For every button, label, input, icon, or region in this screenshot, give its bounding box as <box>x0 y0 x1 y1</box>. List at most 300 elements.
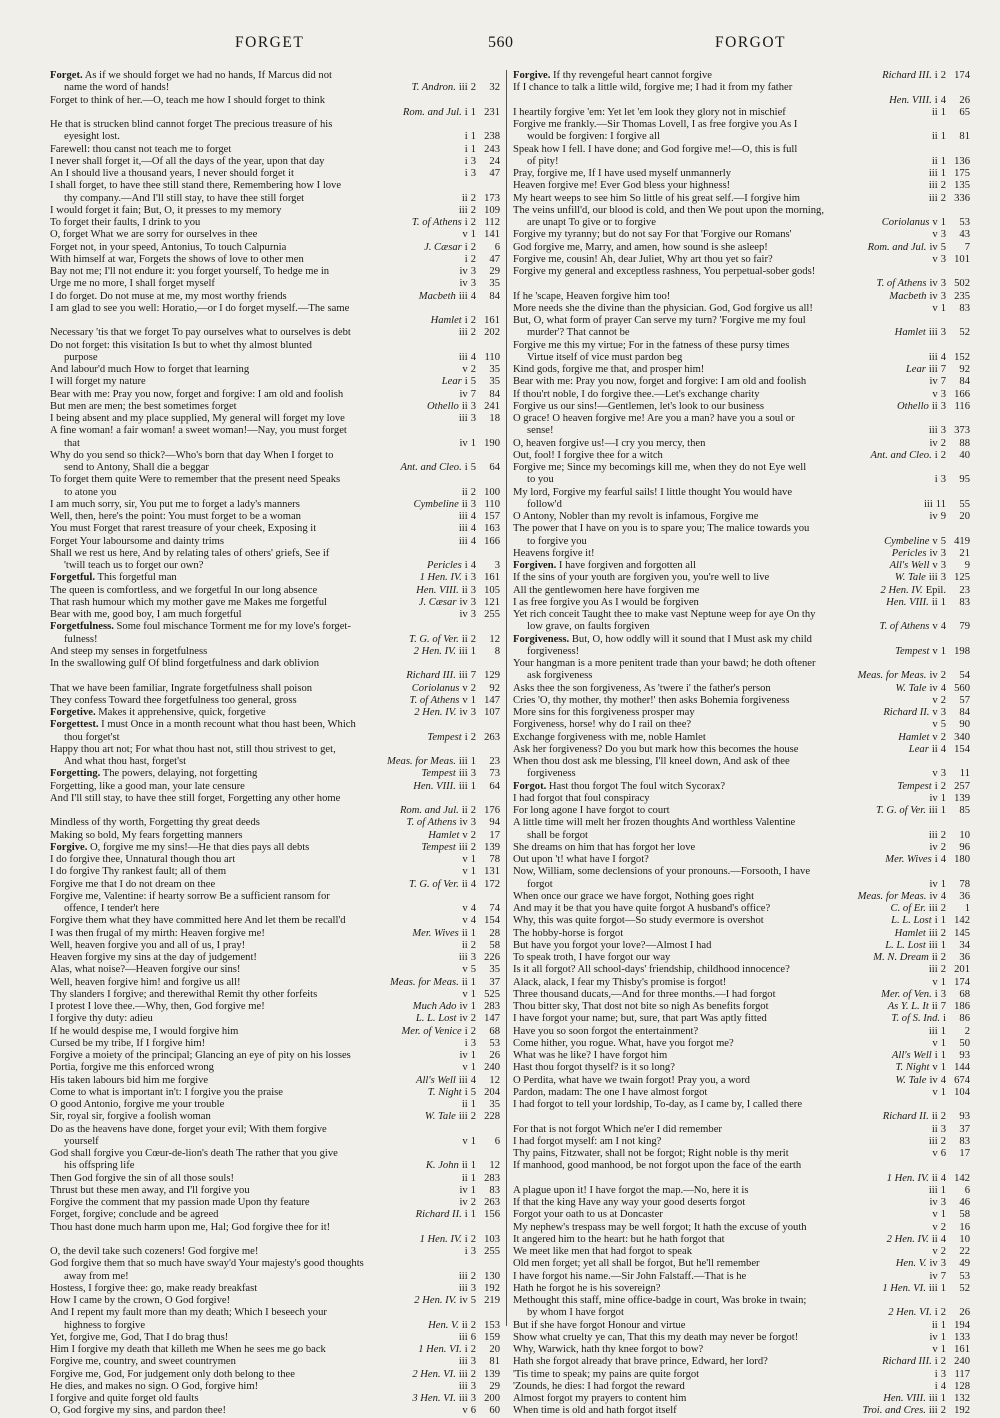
quotation: Shall we rest us here, And by relating tales of others' griefs, See if <box>50 547 330 559</box>
act-number: iii <box>928 1282 938 1294</box>
play-citation: W. Tale <box>895 682 927 694</box>
quotation-text <box>513 744 905 756</box>
quotation: Well, heaven forgive him! and forgive us all! <box>50 976 241 988</box>
scene-number: 1 <box>940 1209 946 1221</box>
act-number: iii <box>458 1282 468 1294</box>
line-number: 32 <box>489 82 500 94</box>
concordance-line <box>50 95 500 107</box>
concordance-line <box>50 793 500 805</box>
act-number: ii <box>931 1172 938 1184</box>
quotation: Thrust but these men away, and I'll forgive you <box>50 1184 250 1196</box>
concordance-line <box>50 340 500 352</box>
quotation: That we have been familiar, Ingrate forgetfulness shall poison <box>50 682 313 694</box>
concordance-line <box>513 144 970 156</box>
quotation-text <box>513 413 970 425</box>
concordance-line <box>50 1381 500 1393</box>
act-number: iii <box>458 82 468 94</box>
scene-number: 2 <box>470 82 476 94</box>
quotation: Forgive me, country, and sweet countrymen <box>50 1356 236 1368</box>
quotation-text <box>513 1062 891 1074</box>
scene-number: 5 <box>470 376 476 388</box>
scene-number: 3 <box>470 572 476 584</box>
act-number: iii <box>458 351 468 363</box>
quotation: When thou dost ask me blessing, I'll kneel down, And ask of thee <box>513 756 790 767</box>
line-number: 241 <box>484 400 500 412</box>
play-citation: Richard II. <box>415 1209 462 1221</box>
play-citation: 2 Hen. IV. <box>414 707 457 718</box>
quotation-text <box>50 1332 456 1344</box>
concordance-line <box>50 450 500 462</box>
act-number: iii <box>458 204 468 216</box>
quotation: ask forgiveness <box>527 670 593 682</box>
quotation: O, the devil take such cozeners! God forgive me! <box>50 1246 259 1257</box>
scene-number: 1 <box>470 976 476 988</box>
scene-number: 1 <box>470 437 476 449</box>
concordance-line <box>50 1209 500 1221</box>
play-citation: Tempest <box>421 768 456 780</box>
act-number: i <box>943 1013 946 1025</box>
concordance-line <box>513 413 970 425</box>
act-number: iii <box>458 1111 468 1123</box>
quotation-text <box>513 854 881 866</box>
line-number: 90 <box>959 719 970 731</box>
concordance-line <box>513 707 970 719</box>
act-number: ii <box>461 498 468 510</box>
quotation: Forgive the comment that my passion made Upon thy feature <box>50 1197 310 1208</box>
scene-number: 5 <box>470 1295 476 1306</box>
play-citation: T. Night <box>427 1086 462 1098</box>
line-number: 10 <box>959 829 970 841</box>
quotation-text <box>513 842 926 854</box>
quotation: How I came by the crown, O God forgive! <box>50 1295 231 1306</box>
quotation: She dreams on him that has forgot her love <box>513 841 696 853</box>
concordance-line <box>513 119 970 131</box>
scene-number: 7 <box>940 1270 946 1282</box>
scene-number: 2 <box>940 437 946 449</box>
quotation: Show what cruelty ye can, That this my death may never be forgot! <box>513 1331 799 1343</box>
act-number: iii <box>458 523 468 535</box>
act-number: v <box>932 645 938 657</box>
quotation-text <box>50 1124 500 1136</box>
concordance-line <box>513 1026 970 1038</box>
scene-number: 3 <box>470 1393 476 1404</box>
concordance-line <box>513 107 970 119</box>
concordance-line <box>513 830 970 842</box>
line-number: 121 <box>484 596 500 608</box>
scene-number: 7 <box>470 670 476 682</box>
concordance-line <box>50 1038 500 1050</box>
quotation-text <box>513 1148 929 1160</box>
line-number: 35 <box>489 364 500 375</box>
quotation: Well, heaven forgive you and all of us, I pray! <box>50 939 246 951</box>
quotation-text <box>50 585 412 597</box>
concordance-line <box>513 1124 970 1136</box>
act-number: ii <box>461 486 468 498</box>
concordance-line <box>513 1258 970 1270</box>
quotation-text <box>50 352 456 364</box>
scene-number: 5 <box>940 241 946 253</box>
concordance-line <box>50 180 500 192</box>
quotation: More needs she the divine than the physician. God, God forgive us all! <box>513 302 813 314</box>
play-citation: Richard III. <box>882 70 932 81</box>
quotation: send to Antony, Shall die a beggar <box>64 462 209 473</box>
play-citation: Hamlet <box>428 829 460 841</box>
act-number: iv <box>459 388 468 400</box>
concordance-line <box>513 1356 970 1368</box>
scene-number: 1 <box>470 694 476 706</box>
concordance-line <box>50 1258 500 1270</box>
line-number: 79 <box>959 621 970 633</box>
quotation-text <box>513 474 932 486</box>
scene-number: 3 <box>470 266 476 277</box>
scene-number: 1 <box>470 1209 476 1221</box>
quotation: To forget their faults, I drink to you <box>50 217 201 228</box>
quotation-text <box>50 70 500 82</box>
act-number: v <box>932 1148 938 1159</box>
line-number: 154 <box>954 743 970 755</box>
quotation-text <box>513 168 926 180</box>
concordance-line <box>513 1234 970 1246</box>
scene-number: 1 <box>940 805 946 816</box>
scene-number: 3 <box>470 155 476 167</box>
concordance-line <box>513 536 970 548</box>
scene-number: 2 <box>940 841 946 853</box>
concordance-line <box>513 952 970 964</box>
quotation: To speak troth, I have forgot our way <box>513 952 671 963</box>
play-citation: Rom. and Jul. <box>399 805 459 816</box>
line-number: 84 <box>959 376 970 388</box>
play-citation: T. of Athens <box>876 278 927 290</box>
quotation-text <box>50 756 383 768</box>
concordance-line <box>50 781 500 793</box>
quotation-text <box>50 719 500 731</box>
act-number: v <box>932 560 938 571</box>
scene-number: 5 <box>470 1086 476 1098</box>
quotation-text <box>50 511 456 523</box>
concordance-line <box>50 585 500 597</box>
act-number: i <box>464 1086 468 1098</box>
line-number: 6 <box>494 241 500 253</box>
scene-number: 1 <box>940 596 946 608</box>
quotation: Bear with me: Pray you now, forget and forgive: I am old and foolish <box>50 388 344 400</box>
quotation-text <box>50 536 456 548</box>
play-citation: Richard II. <box>882 1111 929 1123</box>
quotation-text <box>513 364 902 376</box>
concordance-line <box>513 217 970 229</box>
quotation: If he 'scape, Heaven forgive him too! <box>513 290 671 302</box>
quotation-text <box>513 585 877 597</box>
scene-number: 2 <box>470 315 476 326</box>
quotation-text <box>513 389 929 401</box>
quotation-text <box>513 805 872 817</box>
quotation-text <box>513 830 926 842</box>
concordance-line <box>50 1369 500 1381</box>
quotation: I do forgive thee, Unnatural though thou art <box>50 854 236 865</box>
quotation-text <box>50 793 500 805</box>
scene-number: 2 <box>940 192 946 204</box>
act-number: v <box>932 621 938 633</box>
concordance-line <box>513 560 970 572</box>
line-number: 40 <box>959 449 970 461</box>
line-number: 133 <box>954 1331 970 1343</box>
line-number: 26 <box>489 1050 500 1061</box>
line-number: 18 <box>489 413 500 424</box>
scene-number: 2 <box>940 1135 946 1147</box>
quotation-text <box>513 1271 926 1283</box>
act-number: i <box>934 1380 938 1392</box>
scene-number: 1 <box>470 229 476 241</box>
play-citation: Meas. for Meas. <box>387 756 456 767</box>
concordance-line <box>50 842 500 854</box>
line-number: 57 <box>959 694 970 706</box>
concordance-line <box>513 621 970 633</box>
quotation-text <box>50 168 462 180</box>
quotation: When time is old and hath forgot itself <box>513 1405 677 1417</box>
concordance-line <box>50 1075 500 1087</box>
act-number: v <box>462 866 468 878</box>
concordance-line <box>50 1344 500 1356</box>
line-number: 2 <box>964 1025 970 1037</box>
quotation: If thy revengeful heart cannot forgive <box>550 70 712 81</box>
act-number: iii <box>458 1331 468 1343</box>
act-number: v <box>932 1062 938 1074</box>
scene-number: 3 <box>470 584 476 596</box>
scene-number: 5 <box>470 964 476 976</box>
concordance-line <box>50 352 500 364</box>
act-number: i <box>934 449 938 461</box>
play-citation: Hen. VIII. <box>889 94 932 106</box>
scene-number: 2 <box>940 1221 946 1233</box>
scene-number: 3 <box>940 388 946 400</box>
concordance-line <box>513 989 970 1001</box>
act-number: i <box>464 143 468 155</box>
act-number: ii <box>931 952 938 963</box>
concordance-line <box>513 278 970 290</box>
quotation: I heartily forgive 'em: Yet let 'em look they glory not in mischief <box>513 106 786 118</box>
quotation: Urge me no more, I shall forget myself <box>50 278 215 290</box>
concordance-line <box>50 928 500 940</box>
concordance-line <box>50 572 500 584</box>
act-number: ii <box>461 1172 468 1184</box>
scene-number: 3 <box>470 952 476 963</box>
line-number: 29 <box>489 266 500 277</box>
play-citation: Ant. and Cleo. <box>870 449 932 461</box>
act-number: iv <box>929 1197 938 1208</box>
scene-number: 4 <box>470 523 476 535</box>
quotation-text <box>513 536 880 548</box>
concordance-line <box>513 1001 970 1013</box>
scene-number: 2 <box>470 192 476 204</box>
quotation-text <box>50 854 459 866</box>
act-number: iv <box>929 1258 938 1270</box>
concordance-line <box>50 401 500 413</box>
act-number: i <box>464 315 468 326</box>
act-number: iii <box>458 1380 468 1392</box>
concordance-line <box>513 964 970 976</box>
play-citation: 3 Hen. VI. <box>412 1393 456 1404</box>
quotation: his offspring life <box>64 1160 135 1172</box>
quotation: Pardon, madam: The one I have almost forgot <box>513 1086 708 1098</box>
quotation: O good Antonio, forgive me your trouble <box>50 1099 225 1110</box>
act-number: v <box>932 1344 938 1355</box>
quotation: Hast thou forgot thyself? is it so long? <box>513 1062 675 1074</box>
quotation-text <box>513 609 970 621</box>
quotation-text <box>513 1295 970 1307</box>
quotation: Forgiveness, horse! why do I rail on thee? <box>513 719 692 731</box>
line-number: 166 <box>484 535 500 547</box>
play-citation: 1 Hen. IV. <box>419 572 462 584</box>
scene-number: 5 <box>470 462 476 473</box>
line-number: 174 <box>954 70 970 81</box>
play-citation: T. of S. Ind. <box>891 1013 941 1025</box>
quotation-text <box>513 977 929 989</box>
concordance-line <box>50 327 500 339</box>
quotation-text <box>50 732 423 744</box>
act-number: iv <box>929 878 938 890</box>
scene-number: 2 <box>470 1270 476 1282</box>
concordance-line <box>50 1332 500 1344</box>
quotation: Methought this staff, mine office-badge in court, Was broke in twain; <box>513 1295 807 1306</box>
scene-number: 3 <box>940 547 946 559</box>
line-number: 201 <box>954 964 970 976</box>
quotation-text <box>513 1026 926 1038</box>
quotation-text <box>50 1013 412 1025</box>
act-number: i <box>934 780 938 792</box>
scene-number: 2 <box>940 780 946 792</box>
play-citation: Hamlet <box>430 315 462 326</box>
line-number: 103 <box>484 1233 500 1245</box>
line-number: 16 <box>959 1221 970 1233</box>
quotation-text <box>50 572 416 584</box>
quotation-text <box>513 1222 929 1234</box>
scene-number: 2 <box>470 1344 476 1355</box>
quotation-text <box>50 438 456 450</box>
concordance-line <box>50 854 500 866</box>
scene-number: 1 <box>940 1184 946 1196</box>
quotation-text <box>50 499 410 511</box>
quotation: The queen is comfortless, and we forgetful In our long absence <box>50 584 318 596</box>
quotation-text <box>513 1344 929 1356</box>
scene-number: 4 <box>470 878 476 890</box>
concordance-line <box>513 1332 970 1344</box>
scene-number: 4 <box>470 903 476 914</box>
line-number: 145 <box>954 927 970 939</box>
act-number: ii <box>461 1160 468 1172</box>
play-citation: T. of Athens <box>879 621 930 633</box>
quotation: And I'll still stay, to have thee still forget, Forgetting any other home <box>50 792 341 804</box>
act-number: iii <box>928 829 938 841</box>
scene-number: 2 <box>940 1307 946 1319</box>
scene-number: 1 <box>470 780 476 792</box>
quotation: Forgive a moiety of the principal; Glancing an eye of pity on his losses <box>50 1050 351 1061</box>
quotation-text <box>513 989 877 1001</box>
concordance-line <box>50 536 500 548</box>
play-citation: Hamlet <box>894 327 926 339</box>
concordance-line <box>50 1197 500 1209</box>
quotation-text <box>513 1185 926 1197</box>
line-number: 100 <box>484 486 500 498</box>
scene-number: 3 <box>940 1197 946 1208</box>
concordance-line <box>50 1026 500 1038</box>
act-number: iii <box>458 1270 468 1282</box>
quotation-text <box>513 340 970 352</box>
play-citation: T. of Athens <box>411 217 462 228</box>
act-number: i <box>464 731 468 743</box>
quotation: I do forgive Thy rankest fault; all of them <box>50 866 227 878</box>
quotation-text <box>50 523 456 535</box>
line-number: 129 <box>484 670 500 682</box>
line-number: 240 <box>484 1062 500 1074</box>
play-citation: 1 Hen. VI. <box>882 1282 926 1294</box>
line-number: 35 <box>489 376 500 388</box>
quotation: As if we should forget we had no hands, If Marcus did not <box>82 70 332 81</box>
concordance-line <box>513 793 970 805</box>
quotation-text <box>513 658 970 670</box>
quotation-text <box>50 1099 459 1111</box>
scene-number: 1 <box>940 645 946 657</box>
line-number: 110 <box>484 351 500 363</box>
quotation: I must Once in a month recount what thou hast been, Which <box>98 719 356 731</box>
scene-number: 1 <box>940 1319 946 1331</box>
scene-number: 3 <box>940 278 946 290</box>
quotation: God forgive them that so much have sway'd Your majesty's good thoughts <box>50 1258 364 1270</box>
line-number: 228 <box>484 1111 500 1123</box>
line-number: 37 <box>489 976 500 988</box>
quotation: If manhood, good manhood, be not forgot upon the face of the earth <box>513 1160 802 1172</box>
line-number: 130 <box>484 1270 500 1282</box>
quotation: That rash humour which my mother gave me Makes me forgetful <box>50 596 327 608</box>
quotation-text <box>513 756 970 768</box>
concordance-line <box>50 425 500 437</box>
act-number: iii <box>928 805 938 816</box>
act-number: v <box>932 388 938 400</box>
quotation-text <box>50 1038 462 1050</box>
line-number: 28 <box>489 927 500 939</box>
quotation-text <box>513 793 926 805</box>
quotation-text <box>50 450 500 462</box>
act-number: v <box>462 964 468 976</box>
play-citation: Richard III. <box>882 1356 932 1368</box>
act-number: i <box>464 131 468 143</box>
act-number: v <box>462 364 468 375</box>
quotation: Three thousand ducats,—And for three months.—I had forgot <box>513 988 776 1000</box>
quotation-text <box>513 156 929 168</box>
play-citation: C. of Er. <box>890 903 926 914</box>
play-citation: Hamlet <box>894 927 926 939</box>
line-number: 340 <box>954 731 970 743</box>
scene-number: 3 <box>940 988 946 1000</box>
scene-number: 1 <box>470 1160 476 1172</box>
quotation: forgot <box>527 878 553 890</box>
act-number: iii <box>928 1135 938 1147</box>
concordance-line <box>50 744 500 756</box>
concordance-line <box>513 658 970 670</box>
act-number: i <box>464 1344 468 1355</box>
line-number: 54 <box>959 670 970 682</box>
quotation-text <box>50 1246 462 1258</box>
play-citation: L. L. Lost <box>885 939 926 951</box>
quotation: Portia, forgive me this enforced wrong <box>50 1062 214 1074</box>
play-citation: 1 Hen. VI. <box>418 1344 462 1355</box>
line-number: 192 <box>484 1282 500 1294</box>
line-number: 50 <box>959 1037 970 1049</box>
play-citation: Mer. Wives <box>885 854 932 865</box>
line-number: 156 <box>484 1209 500 1221</box>
quotation-text <box>513 242 864 254</box>
play-citation: 1 Hen. IV. <box>419 1233 462 1245</box>
scene-number: 1 <box>470 131 476 143</box>
scene-number: 4 <box>470 511 476 522</box>
